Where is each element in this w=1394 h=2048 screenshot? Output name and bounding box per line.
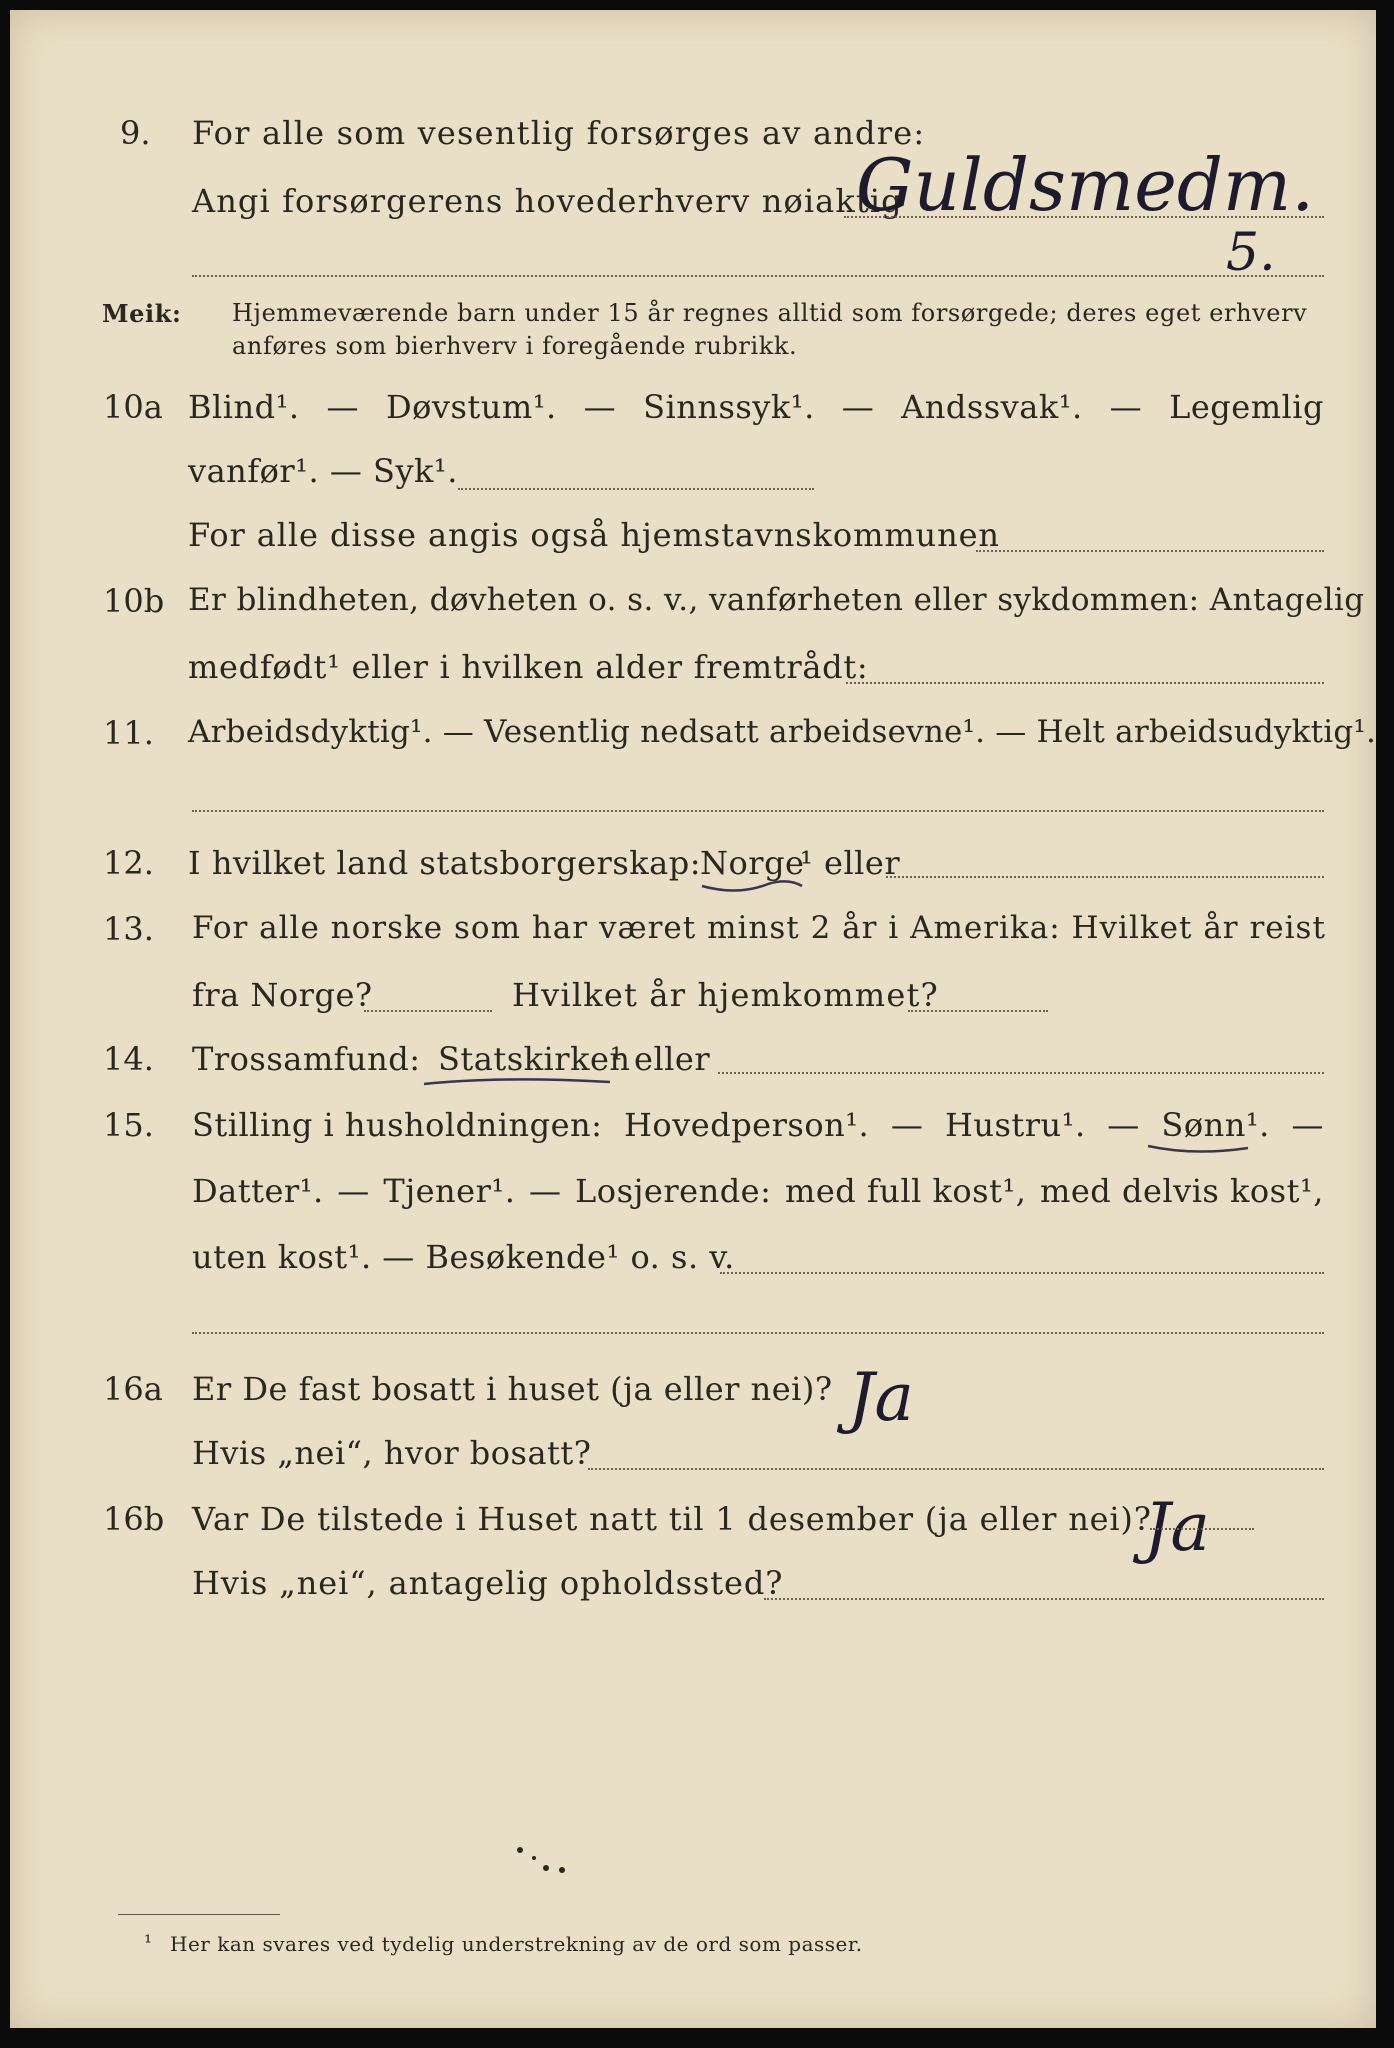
q9-extra-line: [192, 275, 1324, 277]
q16b-line2: Hvis „nei“, antagelig opholdssted?: [192, 1564, 784, 1602]
option-hovedperson: Hovedperson¹.: [624, 1106, 870, 1144]
q14-underlined-option: Statskirken: [438, 1040, 631, 1078]
footnote-text: Her kan svares ved tydelig understrekning av de ord som passer.: [170, 1932, 863, 1956]
q13-line1: For alle norske som har været minst 2 år i Amerika: Hvilket år reist: [192, 910, 1326, 946]
dash: —: [528, 1172, 562, 1210]
q16b-line2-dots: [764, 1598, 1324, 1600]
option-sonn: Sønn¹.: [1161, 1106, 1270, 1144]
q16a-line1: Er De fast bosatt i huset (ja eller nei)?: [192, 1370, 833, 1408]
q14-suffix: ¹ eller: [610, 1040, 711, 1078]
dash: —: [890, 1106, 924, 1144]
census-form-page: [10, 10, 1376, 2028]
q13-line2b: Hvilket år hjemkommet?: [512, 976, 939, 1014]
q9-line2: Angi forsørgerens hovederhverv nøiaktig: [192, 182, 903, 220]
q10a-line3: For alle disse angis også hjemstavnskommunen: [188, 516, 1000, 554]
q12-number: 12.: [103, 844, 154, 882]
option-dovstum: Døvstum¹.: [385, 388, 557, 426]
q10b-line1: Er blindheten, døvheten o. s. v., vanførheten eller sykdommen: Antagelig: [188, 582, 1365, 618]
q13-number: 13.: [103, 910, 154, 948]
option-full-kost: med full kost¹,: [784, 1172, 1027, 1210]
q10a-line2: vanfør¹. — Syk¹.: [188, 452, 458, 490]
q12-underlined-option: Norge: [700, 844, 805, 882]
q12-prefix: I hvilket land statsborgerskap:: [188, 844, 701, 882]
dash: —: [337, 1172, 370, 1210]
q12-answer-line: [886, 876, 1324, 878]
q10a-line2-dots: [458, 488, 814, 490]
option-hustru: Hustru¹.: [944, 1106, 1086, 1144]
q16b-number: 16b: [103, 1500, 165, 1538]
dash: —: [326, 388, 360, 426]
option-losjerende: Losjerende:: [575, 1172, 772, 1210]
q9-handwritten-answer: [846, 110, 1326, 280]
q16a-line2: Hvis „nei“, hvor bosatt?: [192, 1434, 592, 1472]
q16b-handwritten-answer: [1124, 1470, 1314, 1600]
option-tjener: Tjener¹.: [383, 1172, 516, 1210]
q15-underline-mark: [1144, 1136, 1254, 1166]
option-blind: Blind¹.: [188, 388, 300, 426]
q16b-answer-text: Ja: [1144, 1489, 1210, 1566]
dash: —: [583, 388, 617, 426]
q11-answer-line: [192, 810, 1324, 812]
q14-prefix: Trossamfund:: [192, 1040, 421, 1078]
meik-line2: anføres som bierhverv i foregående rubrikk.: [232, 332, 798, 360]
q15-label: Stilling i husholdningen:: [192, 1106, 603, 1144]
q10b-line2-dots: [846, 682, 1324, 684]
q15-line3: uten kost¹. — Besøkende¹ o. s. v.: [192, 1238, 735, 1276]
q9-answer-text: Guldsmedm.: [856, 143, 1315, 227]
option-delvis-kost: med delvis kost¹,: [1040, 1172, 1324, 1210]
footnote-mark: ¹: [144, 1930, 153, 1954]
dash: —: [1109, 388, 1143, 426]
q10b-line2: medfødt¹ eller i hvilken alder fremtrådt:: [188, 648, 869, 686]
q10a-number: 10a: [103, 388, 163, 426]
q14-underline-mark: [420, 1070, 620, 1100]
footnote-rule: [118, 1914, 280, 1915]
q9-answer2-text: 5.: [1226, 223, 1276, 280]
q10a-line3-dots: [976, 550, 1324, 552]
meik-label: Meik:: [102, 299, 182, 328]
option-legemlig: Legemlig: [1169, 388, 1324, 426]
dash: —: [1291, 1106, 1324, 1144]
option-andssvak: Andssvak¹.: [901, 388, 1083, 426]
option-datter: Datter¹.: [192, 1172, 324, 1210]
q14-number: 14.: [103, 1040, 154, 1078]
q11-number: 11.: [103, 714, 154, 752]
q15-line3-dots: [720, 1272, 1324, 1274]
dash: —: [1107, 1106, 1140, 1144]
q9-line1: For alle som vesentlig forsørges av andre:: [192, 114, 926, 152]
option-sinnssyk: Sinnssyk¹.: [643, 388, 815, 426]
q10b-number: 10b: [103, 582, 165, 620]
q13-year-returned-line: [908, 1010, 1048, 1012]
q16a-handwritten-answer: [818, 1340, 998, 1470]
q12-underline-mark: [698, 874, 808, 904]
q14-answer-line: [718, 1072, 1324, 1074]
q9-number: 9.: [120, 114, 151, 152]
q15-extra-line: [192, 1332, 1324, 1334]
q15-line2: [192, 1172, 1324, 1210]
q16b-line1: Var De tilstede i Huset natt til 1 desember (ja eller nei)?: [192, 1500, 1152, 1538]
q11-line1: Arbeidsdyktig¹. — Vesentlig nedsatt arbeidsevne¹. — Helt arbeidsudyktig¹.: [188, 714, 1377, 750]
q12-suffix: ¹ eller: [800, 844, 901, 882]
q13-line2a: fra Norge?: [192, 976, 373, 1014]
ink-specks: [506, 1840, 586, 1890]
meik-line1: Hjemmeværende barn under 15 år regnes alltid som forsørgede; deres eget erhverv: [232, 299, 1308, 327]
q16a-number: 16a: [103, 1370, 163, 1408]
dash: —: [841, 388, 875, 426]
q16b-line1-dots: [1150, 1528, 1254, 1530]
q10a-line1: [188, 388, 1324, 426]
q15-number: 15.: [103, 1106, 154, 1144]
q16a-answer-text: Ja: [848, 1359, 914, 1436]
q13-year-left-line: [364, 1010, 492, 1012]
